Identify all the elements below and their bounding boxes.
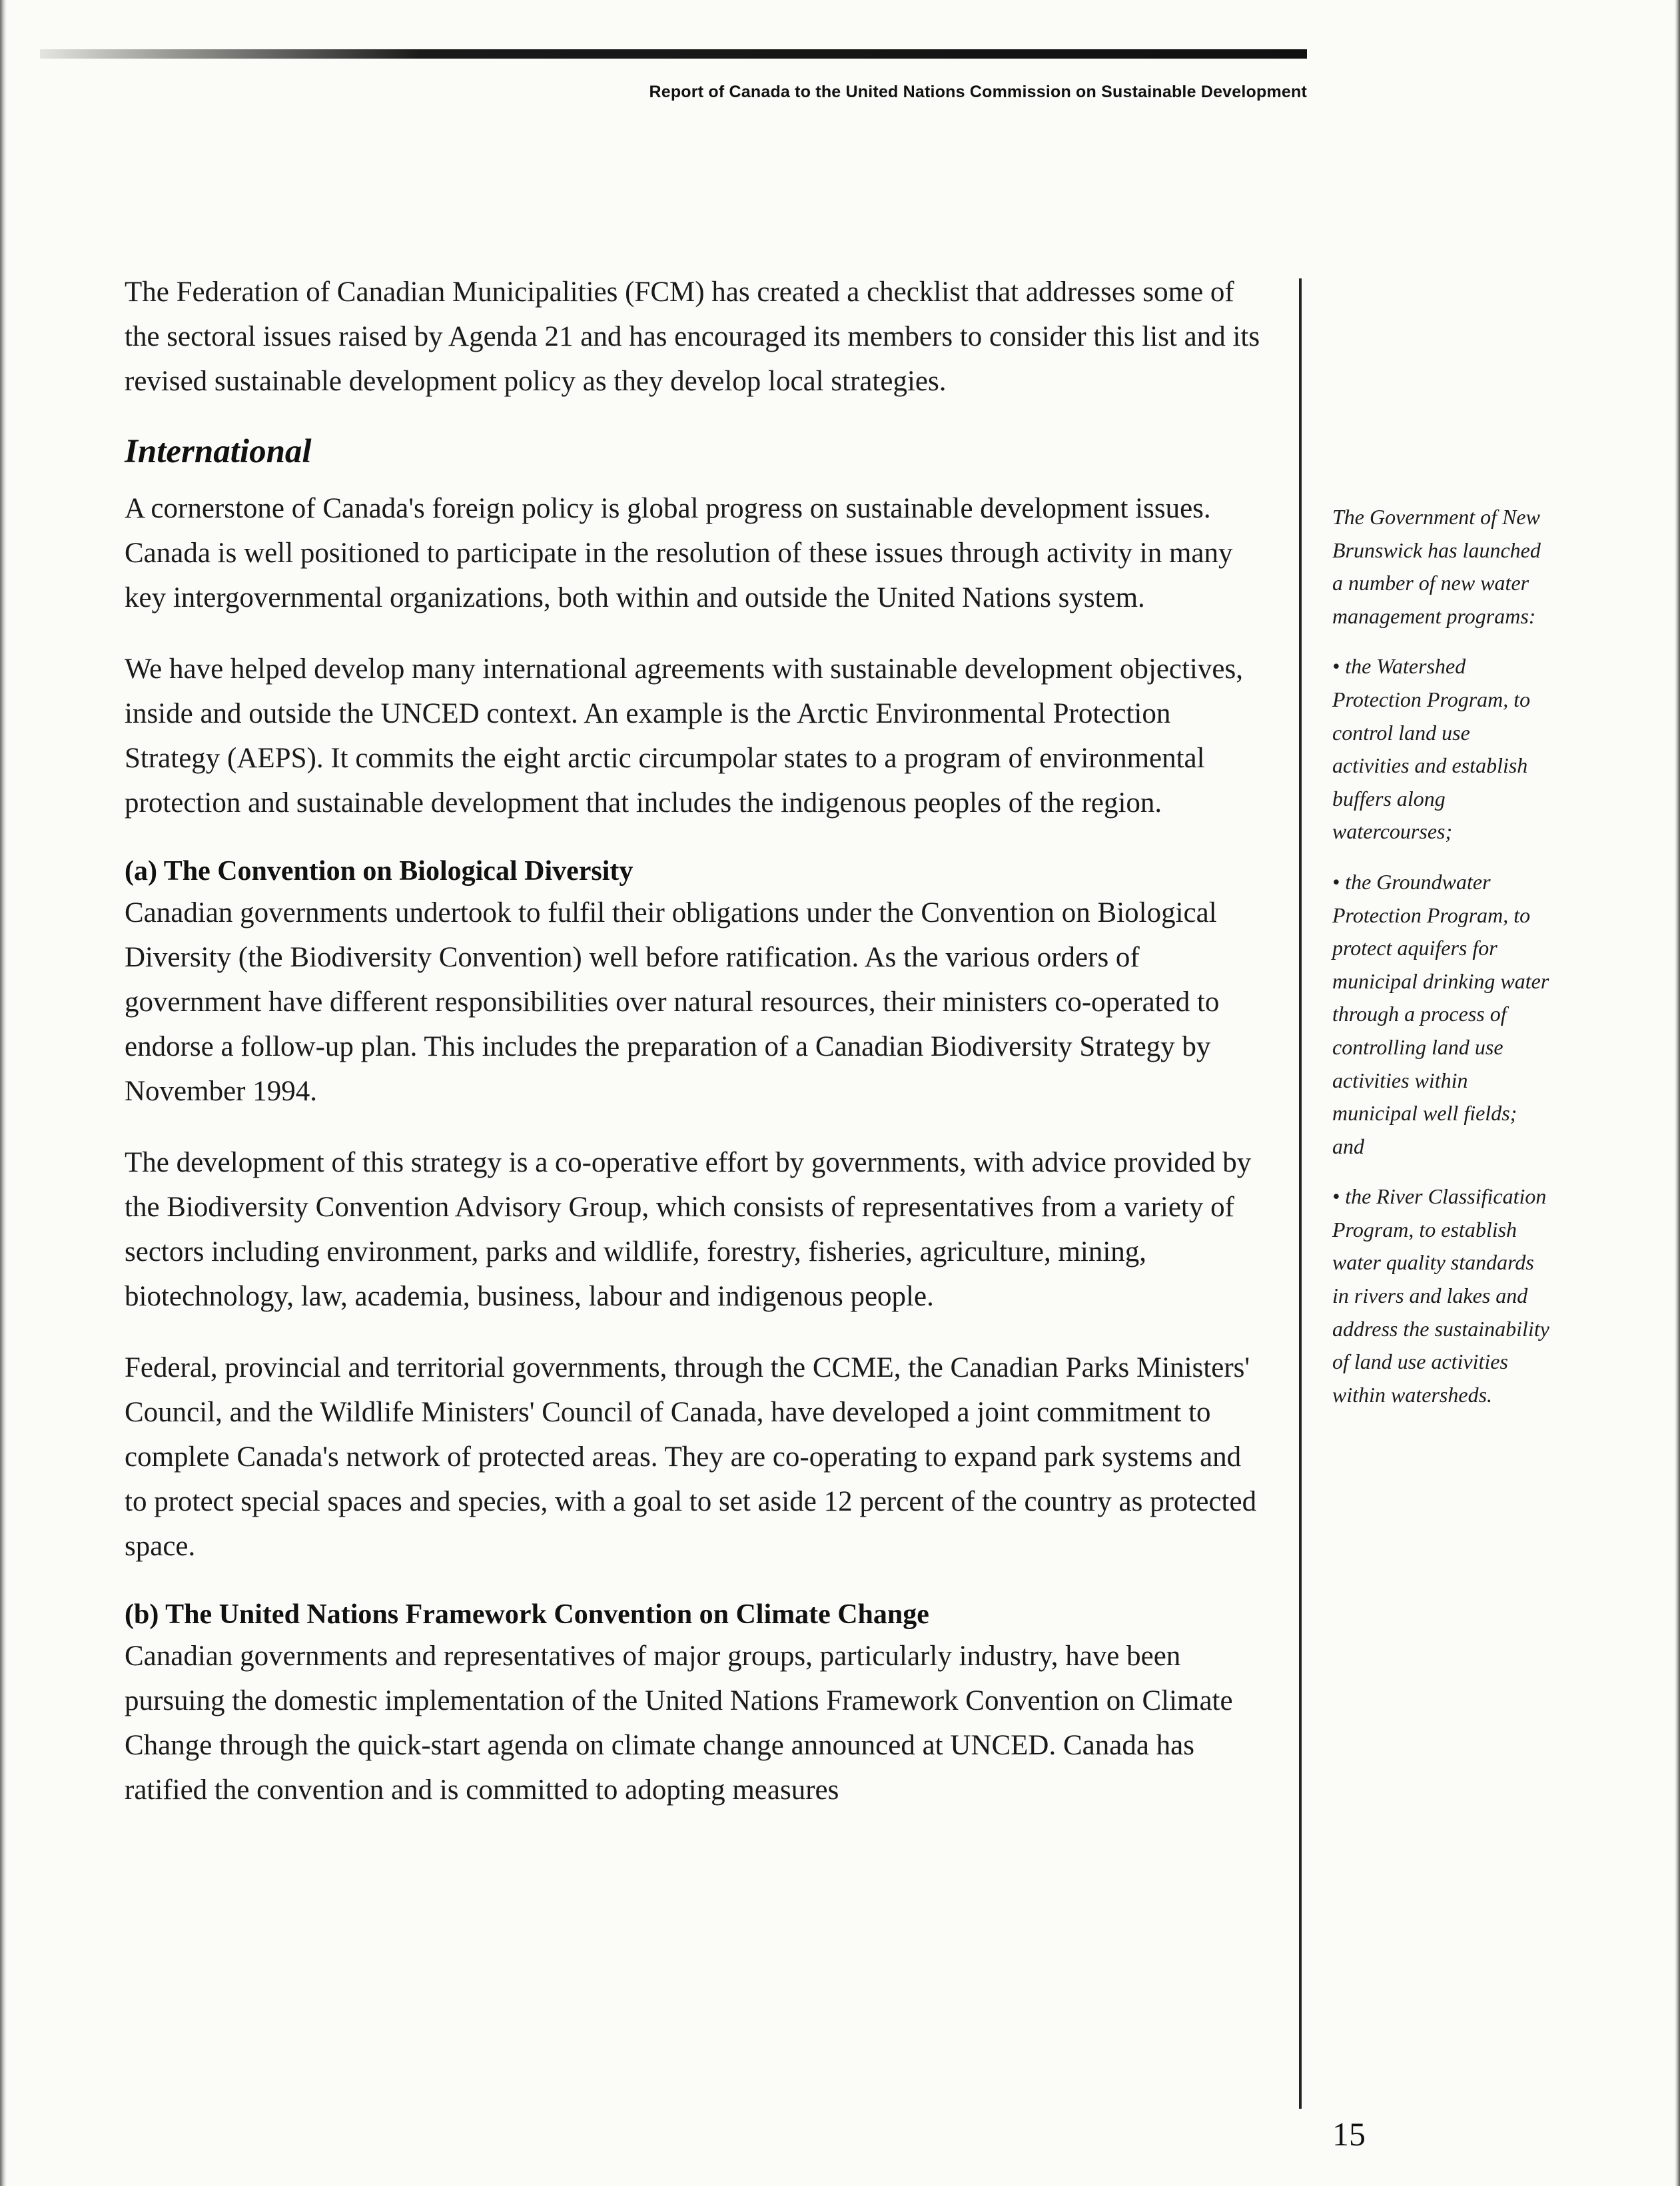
biodiversity-paragraph-1: Canadian governments undertook to fulfil their obligations under the Convention on Biological Diversity (the Biodiversity Convention) well before ratification. As the various orders of government have different responsibilities over natural resources, their ministers co-operated to endorse a follow-up plan. This includes the preparation of a Canadian Biodiversity Strategy by November 1994. xyxy=(125,897,1220,1107)
biodiversity-paragraph-2: The development of this strategy is a co-operative effort by governments, with advice provided by the Biodiversity Convention Advisory Group, which consists of representatives from a variety of sectors including environment, parks and wildlife, forestry, fisheries, agriculture, mining, biotechnology, law, academia, business, labour and indigenous people. xyxy=(125,1147,1252,1312)
sidebar-item-watershed: • the Watershed Protection Program, to control land use activities and establish buffers along watercourses; xyxy=(1332,654,1531,844)
sidebar-item-river: • the River Classification Program, to establish water quality standards in rivers and lakes and address the sustainability of land use activities within watersheds. xyxy=(1332,1184,1549,1407)
sidebar-note xyxy=(1332,501,1552,1429)
sidebar-divider xyxy=(1299,278,1302,2109)
main-column xyxy=(125,270,1270,1839)
subsection-heading-biodiversity: (a) The Convention on Biological Diversity xyxy=(125,856,633,887)
page-number: 15 xyxy=(1332,2115,1366,2153)
sidebar-item-groundwater: • the Groundwater Protection Program, to protect aquifers for municipal drinking water through a process of controlling land use activities within municipal well fields; and xyxy=(1332,869,1549,1158)
international-paragraph-1: A cornerstone of Canada's foreign policy is global progress on sustainable development issues. Canada is well positioned to participate in the resolution of these issues through activity in many key intergovernmental organizations, both within and outside the United Nations system. xyxy=(125,493,1233,613)
international-paragraph-2: We have helped develop many international agreements with sustainable development objectives, inside and outside the UNCED context. An example is the Arctic Environmental Protection Strategy (AEPS). It commits the eight arctic circumpolar states to a program of environmental protection and sustainable development that includes the indigenous peoples of the region. xyxy=(125,653,1243,819)
scan-edge-right xyxy=(1675,0,1680,2186)
scan-edge-left xyxy=(0,0,7,2186)
intro-paragraph: The Federation of Canadian Municipalities (FCM) has created a checklist that addresses some of the sectoral issues raised by Agenda 21 and has encouraged its members to consider this list and its revised sustainable development policy as they develop local strategies. xyxy=(125,276,1260,397)
running-head: Report of Canada to the United Nations Commission on Sustainable Development xyxy=(649,83,1307,101)
header-rule xyxy=(40,49,1307,59)
sidebar-intro: The Government of New Brunswick has launched a number of new water management programs: xyxy=(1332,505,1541,628)
climate-change-paragraph-1: Canadian governments and representatives of major groups, particularly industry, have been pursuing the domestic implementation of the United Nations Framework Convention on Climate Change through the quick-start agenda on climate change announced at UNCED. Canada has ratified the convention and is committed to adopting measures xyxy=(125,1640,1233,1806)
section-heading-international: International xyxy=(125,433,312,470)
biodiversity-paragraph-3: Federal, provincial and territorial governments, through the CCME, the Canadian Parks Ministers' Council, and the Wildlife Ministers' Council of Canada, have developed a joint commitment to complete Canada's network of protected areas. They are co-operating to expand park systems and to protect special spaces and species, with a goal to set aside 12 percent of the country as protected space. xyxy=(125,1352,1257,1562)
subsection-heading-climate-change: (b) The United Nations Framework Convention on Climate Change xyxy=(125,1599,929,1630)
